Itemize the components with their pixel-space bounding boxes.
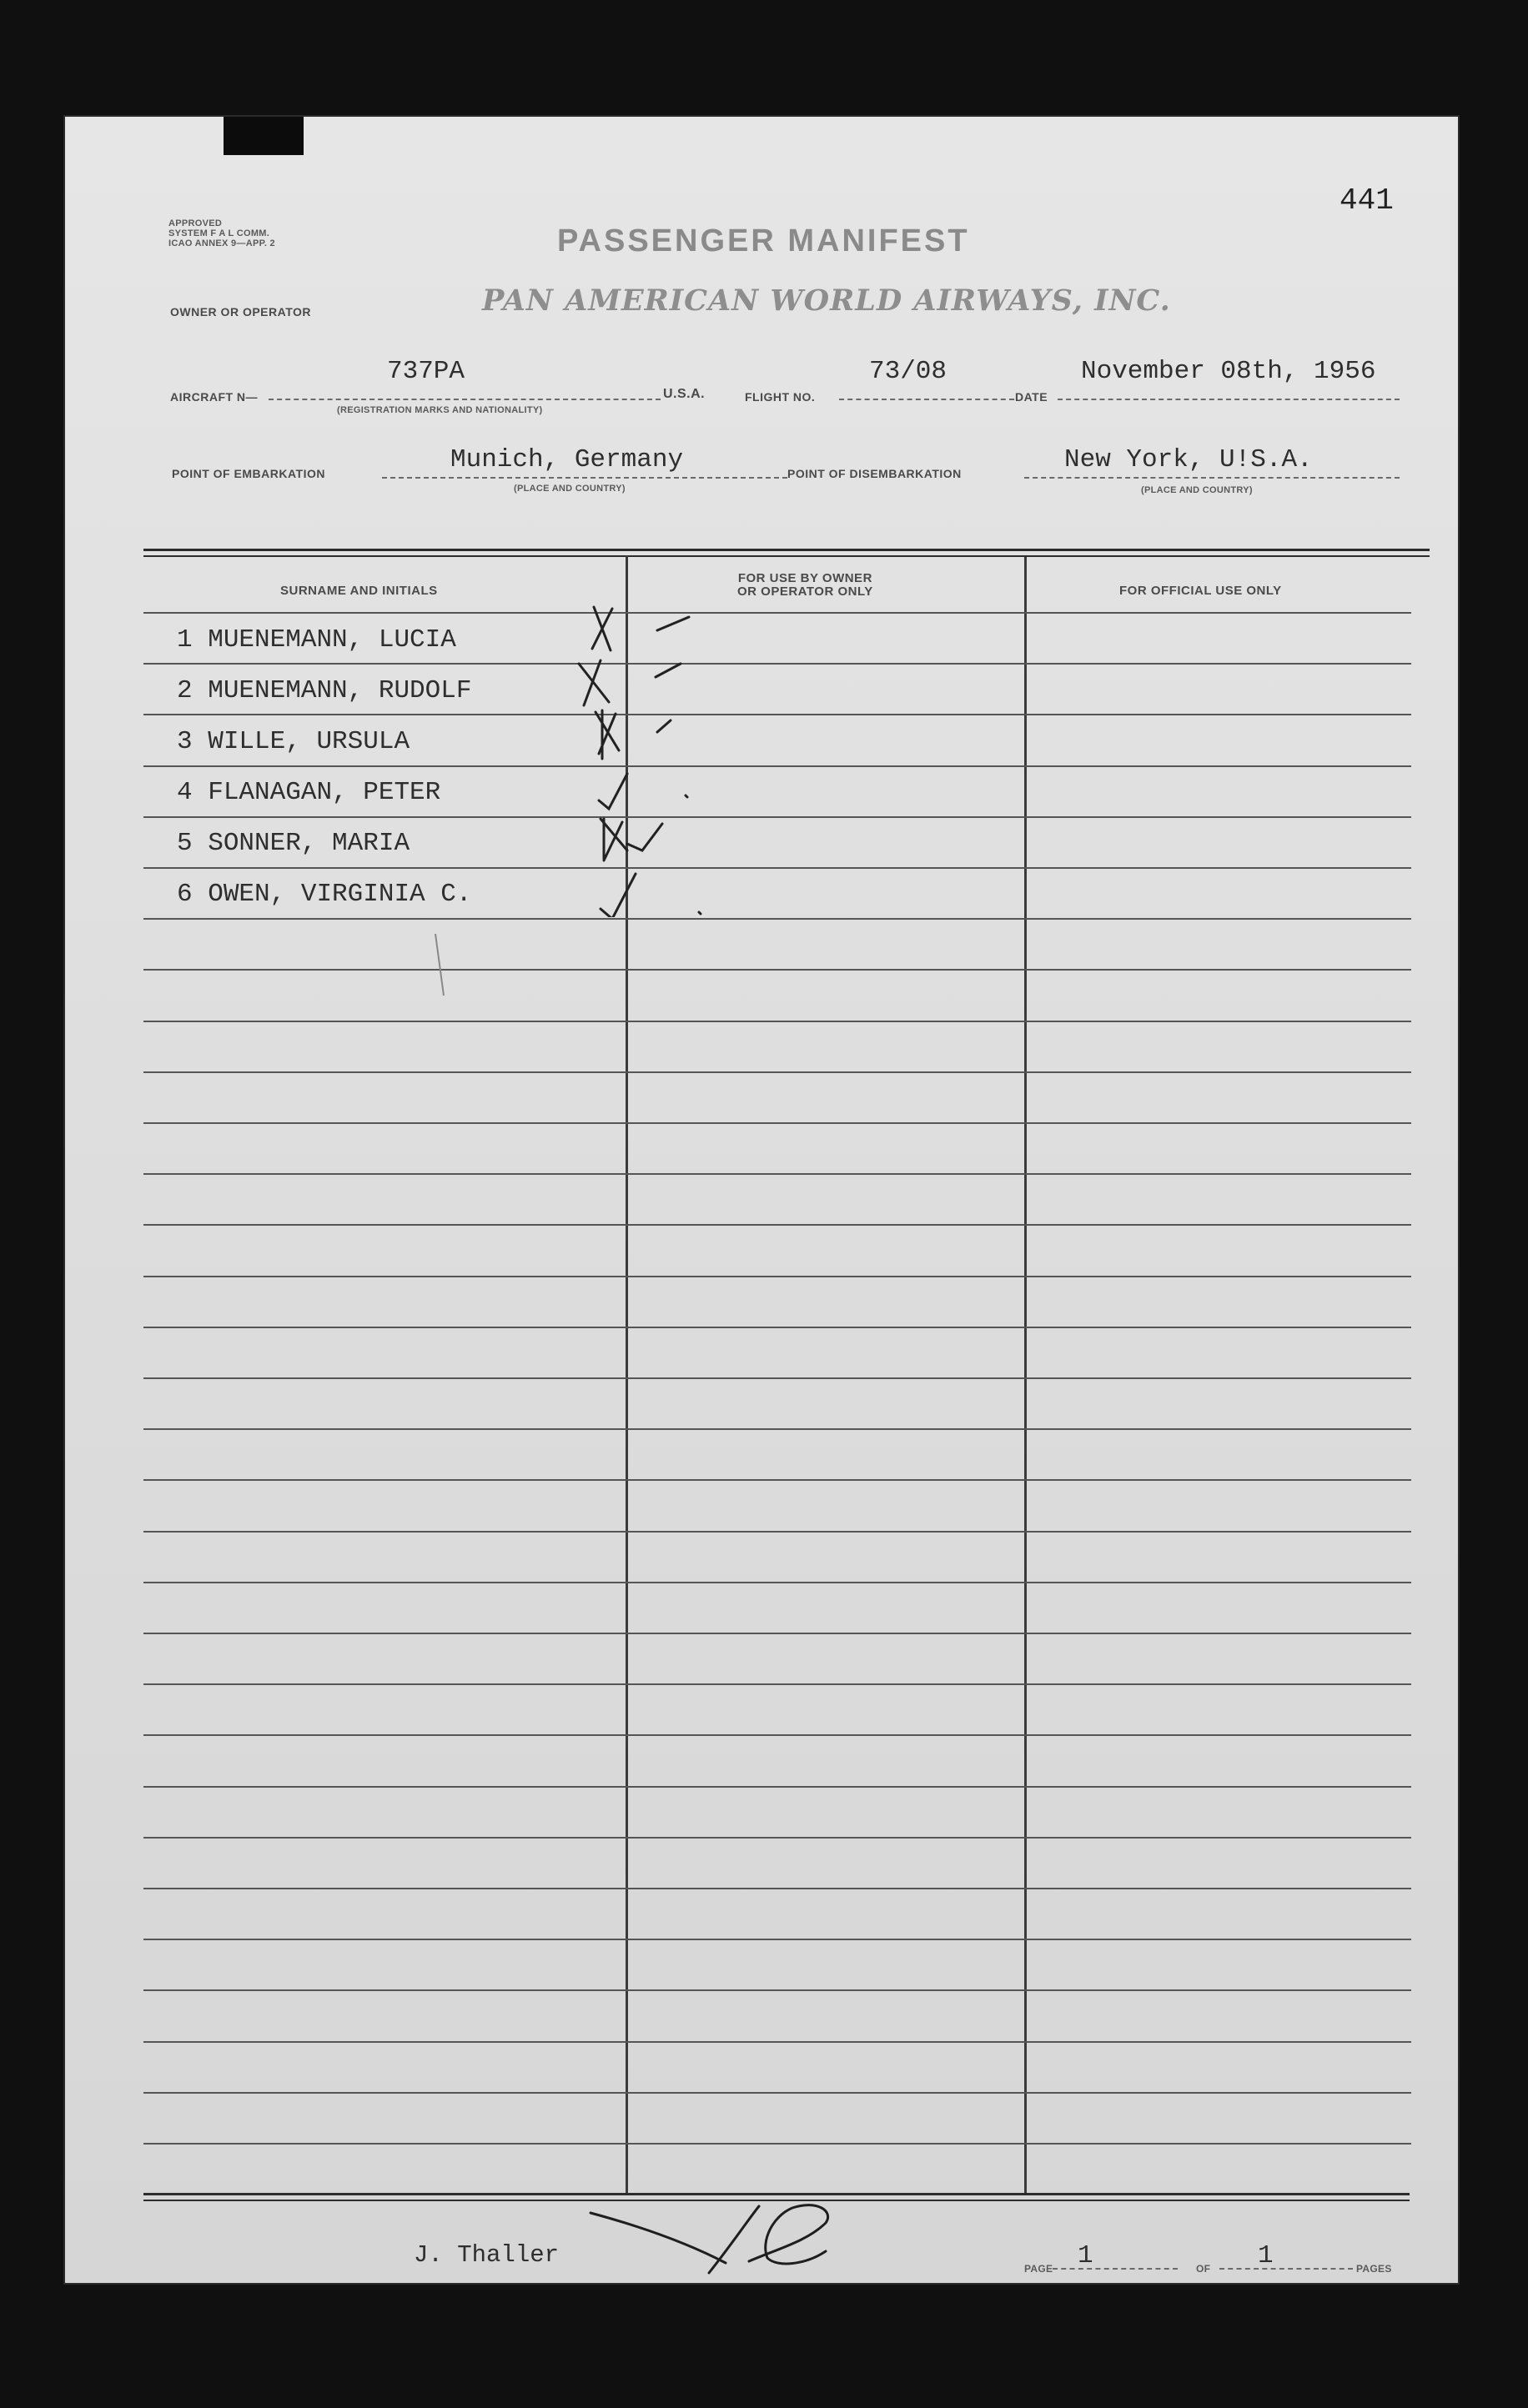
check-marks [576, 600, 709, 917]
row-rule [143, 1939, 1411, 1940]
footer-pages-label: PAGES [1356, 2263, 1392, 2275]
passenger-name: OWEN, VIRGINIA C. [208, 880, 472, 909]
manifest-title: PASSENGER MANIFEST [557, 223, 970, 258]
row-rule [143, 714, 1411, 715]
date-value: November 08th, 1956 [1081, 357, 1376, 386]
x-mark-5 [601, 819, 627, 860]
owner-value: PAN AMERICAN WORLD AIRWAYS, INC. [482, 283, 1171, 318]
row-rule [143, 765, 1411, 767]
passenger-name: WILLE, URSULA [208, 727, 410, 756]
row-rule [143, 1837, 1411, 1839]
disembarkation-label: POINT OF DISEMBARKATION [787, 467, 962, 480]
flight-label: FLIGHT NO. [745, 390, 816, 404]
signature-name: J. Thaller [414, 2241, 560, 2269]
row-rule [143, 1479, 1411, 1481]
page-number-stamp: 441 [1340, 183, 1394, 218]
column-header-owner-use-line-2: OR OPERATOR ONLY [737, 584, 873, 599]
tick-mark-2 [656, 664, 681, 677]
row-rule [143, 1582, 1411, 1583]
date-rule [1058, 399, 1400, 400]
embarkation-sub-label: (PLACE AND COUNTRY) [514, 484, 626, 494]
x-mark-2 [579, 660, 609, 705]
tick-mark-6 [601, 874, 636, 917]
row-rule [143, 867, 1411, 869]
row-rule [143, 1531, 1411, 1533]
embarkation-rule [382, 477, 787, 479]
row-rule [143, 2041, 1411, 2043]
passenger-number: 2 [177, 676, 193, 705]
column-header-official-use: FOR OFFICIAL USE ONLY [1119, 584, 1282, 598]
dot-mark-4 [686, 795, 687, 797]
row-rule [143, 969, 1411, 971]
footer-of-rule [1219, 2268, 1353, 2270]
row-rule [143, 1122, 1411, 1124]
approval-line-3: ICAO ANNEX 9—APP. 2 [168, 238, 275, 248]
aircraft-value: 737PA [387, 357, 465, 386]
x-mark-3 [596, 710, 619, 759]
passenger-row-1 [177, 625, 456, 655]
passenger-number: 4 [177, 778, 193, 807]
row-rule [143, 1633, 1411, 1634]
row-rule [143, 612, 1411, 614]
passenger-name: MUENEMANN, RUDOLF [208, 676, 472, 705]
row-rule [143, 1989, 1411, 1991]
passenger-name: FLANAGAN, PETER [208, 778, 441, 807]
passenger-row-5 [177, 829, 410, 858]
tick-mark-1 [657, 617, 689, 630]
column-header-owner-use [737, 572, 873, 599]
passenger-number: 1 [177, 625, 193, 655]
footer-of-label: OF [1196, 2263, 1211, 2275]
x-mark-1 [592, 607, 612, 650]
flight-value: 73/08 [869, 357, 947, 386]
row-rule [143, 2092, 1411, 2094]
tick-mark-5 [627, 824, 662, 850]
passenger-number: 6 [177, 880, 193, 909]
row-rule [143, 1377, 1411, 1379]
passenger-row-6 [177, 880, 471, 909]
passenger-name: MUENEMANN, LUCIA [208, 625, 456, 655]
disembarkation-value: New York, U!S.A. [1064, 445, 1313, 474]
row-rule [143, 1327, 1411, 1328]
embarkation-label: POINT OF EMBARKATION [172, 467, 325, 480]
row-rule [143, 1683, 1411, 1685]
row-rule [143, 1021, 1411, 1022]
footer-page-rule [1053, 2268, 1178, 2270]
aircraft-sub-label: (REGISTRATION MARKS AND NATIONALITY) [337, 405, 543, 415]
row-rule [143, 816, 1411, 818]
table-top-rule [143, 549, 1430, 551]
approval-block [168, 218, 275, 248]
passenger-number: 3 [177, 727, 193, 756]
column-header-owner-use-line-1: FOR USE BY OWNER [737, 571, 872, 585]
approval-line-1: APPROVED [168, 218, 223, 228]
dot-mark-6 [699, 912, 701, 914]
passenger-name: SONNER, MARIA [208, 829, 410, 858]
disembarkation-sub-label: (PLACE AND COUNTRY) [1141, 485, 1253, 495]
manifest-page [65, 117, 1458, 2283]
passenger-row-4 [177, 778, 440, 807]
table-top-rule-2 [143, 555, 1430, 557]
embarkation-value: Munich, Germany [450, 445, 684, 474]
aircraft-label: AIRCRAFT N— [170, 390, 259, 404]
tick-mark-3 [657, 720, 671, 732]
passenger-number: 5 [177, 829, 193, 858]
row-rule [143, 663, 1411, 665]
usa-label: U.S.A. [663, 387, 706, 401]
row-rule [143, 1888, 1411, 1889]
row-rule [143, 1173, 1411, 1175]
footer-page-value: 1 [1078, 2241, 1093, 2270]
signature [584, 2191, 842, 2275]
row-rule [143, 1428, 1411, 1430]
row-rule [143, 1276, 1411, 1277]
footer-of-value: 1 [1258, 2241, 1274, 2270]
owner-label: OWNER OR OPERATOR [170, 305, 311, 319]
column-header-names: SURNAME AND INITIALS [280, 584, 438, 598]
aircraft-rule [269, 399, 661, 400]
row-rule [143, 918, 1411, 920]
row-rule [143, 1786, 1411, 1788]
tick-mark-4 [599, 774, 627, 809]
column-divider-2 [1024, 557, 1027, 2193]
row-rule [143, 1071, 1411, 1073]
row-rule [143, 2143, 1411, 2145]
disembarkation-rule [1024, 477, 1400, 479]
date-label: DATE [1015, 390, 1048, 404]
passenger-row-2 [177, 676, 471, 705]
passenger-row-3 [177, 727, 410, 756]
row-rule [143, 1224, 1411, 1226]
row-rule [143, 1734, 1411, 1736]
stray-mark [432, 932, 449, 999]
footer-page-label: PAGE [1024, 2263, 1053, 2275]
approval-line-2: SYSTEM F A L COMM. [168, 228, 270, 238]
black-tab [224, 117, 304, 155]
flight-rule [839, 399, 1014, 400]
